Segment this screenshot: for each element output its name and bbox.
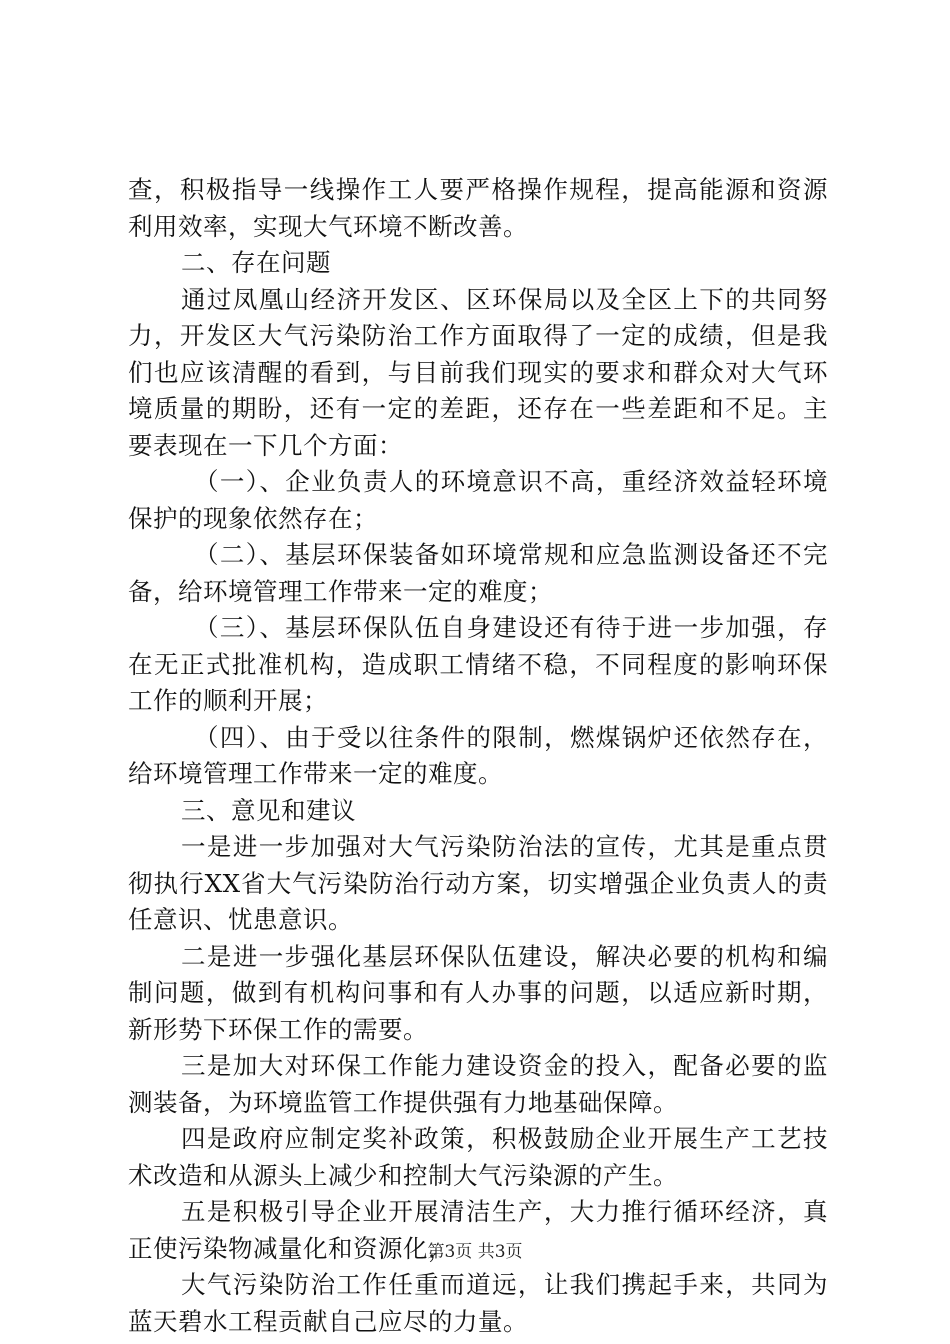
page-footer: 第3页 共3页 bbox=[427, 1242, 523, 1262]
text-line: 术改造和从源头上减少和控制大气污染源的产生。 bbox=[128, 1160, 678, 1190]
text-line: 们也应该清醒的看到，与目前我们现实的要求和群众对大气环 bbox=[128, 357, 828, 387]
text-line: （四）、由于受以往条件的限制，燃煤锅炉还依然存在， bbox=[194, 722, 828, 752]
text-line: 彻执行XX省大气污染防治行动方案，切实增强企业负责人的责 bbox=[128, 868, 828, 898]
text-line: 境质量的期盼，还有一定的差距，还存在一些差距和不足。主 bbox=[128, 394, 828, 423]
text-line: （一）、企业负责人的环境意识不高，重经济效益轻环境 bbox=[194, 467, 828, 496]
text-line: 工作的顺利开展； bbox=[128, 686, 328, 715]
text-line: 测装备，为环境监管工作提供强有力地基础保障。 bbox=[128, 1087, 678, 1117]
text-line: （二）、基层环保装备如环境常规和应急监测设备还不完 bbox=[194, 540, 828, 569]
text-line: 要表现在一下几个方面： bbox=[128, 430, 403, 460]
text-line: 四是政府应制定奖补政策，积极鼓励企业开展生产工艺技 bbox=[181, 1124, 828, 1153]
text-line: 在无正式批准机构，造成职工情绪不稳，不同程度的影响环保 bbox=[128, 649, 828, 679]
text-line: 大气污染防治工作任重而道远，让我们携起手来，共同为 bbox=[181, 1270, 828, 1299]
text-line: 任意识、忧患意识。 bbox=[128, 905, 353, 934]
text-line: 力，开发区大气污染防治工作方面取得了一定的成绩，但是我 bbox=[128, 321, 828, 350]
text-line: 二是进一步强化基层环保队伍建设，解决必要的机构和编 bbox=[181, 941, 828, 971]
text-line: 蓝天碧水工程贡献自己应尽的力量。 bbox=[128, 1306, 528, 1336]
text-line: 查，积极指导一线操作工人要严格操作规程，提高能源和资源 bbox=[128, 175, 828, 204]
text-line: 制问题，做到有机构问事和有人办事的问题，以适应新时期， bbox=[128, 978, 828, 1007]
text-line: 通过凤凰山经济开发区、区环保局以及全区上下的共同努 bbox=[181, 284, 828, 314]
text-line: 一是进一步加强对大气污染防治法的宣传，尤其是重点贯 bbox=[181, 832, 828, 861]
text-line: 正使污染物减量化和资源化， bbox=[128, 1233, 453, 1263]
text-line: 利用效率，实现大气环境不断改善。 bbox=[128, 211, 528, 241]
text-line: 五是积极引导企业开展清洁生产，大力推行循环经济，真 bbox=[181, 1197, 828, 1226]
text-line: （三）、基层环保队伍自身建设还有待于进一步加强，存 bbox=[194, 613, 828, 642]
document-body bbox=[128, 172, 828, 1340]
text-line: 给环境管理工作带来一定的难度。 bbox=[128, 759, 503, 788]
text-line: 保护的现象依然存在； bbox=[128, 503, 378, 533]
text-line: 备，给环境管理工作带来一定的难度； bbox=[128, 576, 553, 606]
text-line: 新形势下环保工作的需要。 bbox=[128, 1014, 428, 1044]
text-line: 三是加大对环保工作能力建设资金的投入，配备必要的监 bbox=[181, 1051, 828, 1080]
text-line: 二、存在问题 bbox=[181, 248, 331, 277]
text-line: 三、意见和建议 bbox=[181, 795, 356, 825]
